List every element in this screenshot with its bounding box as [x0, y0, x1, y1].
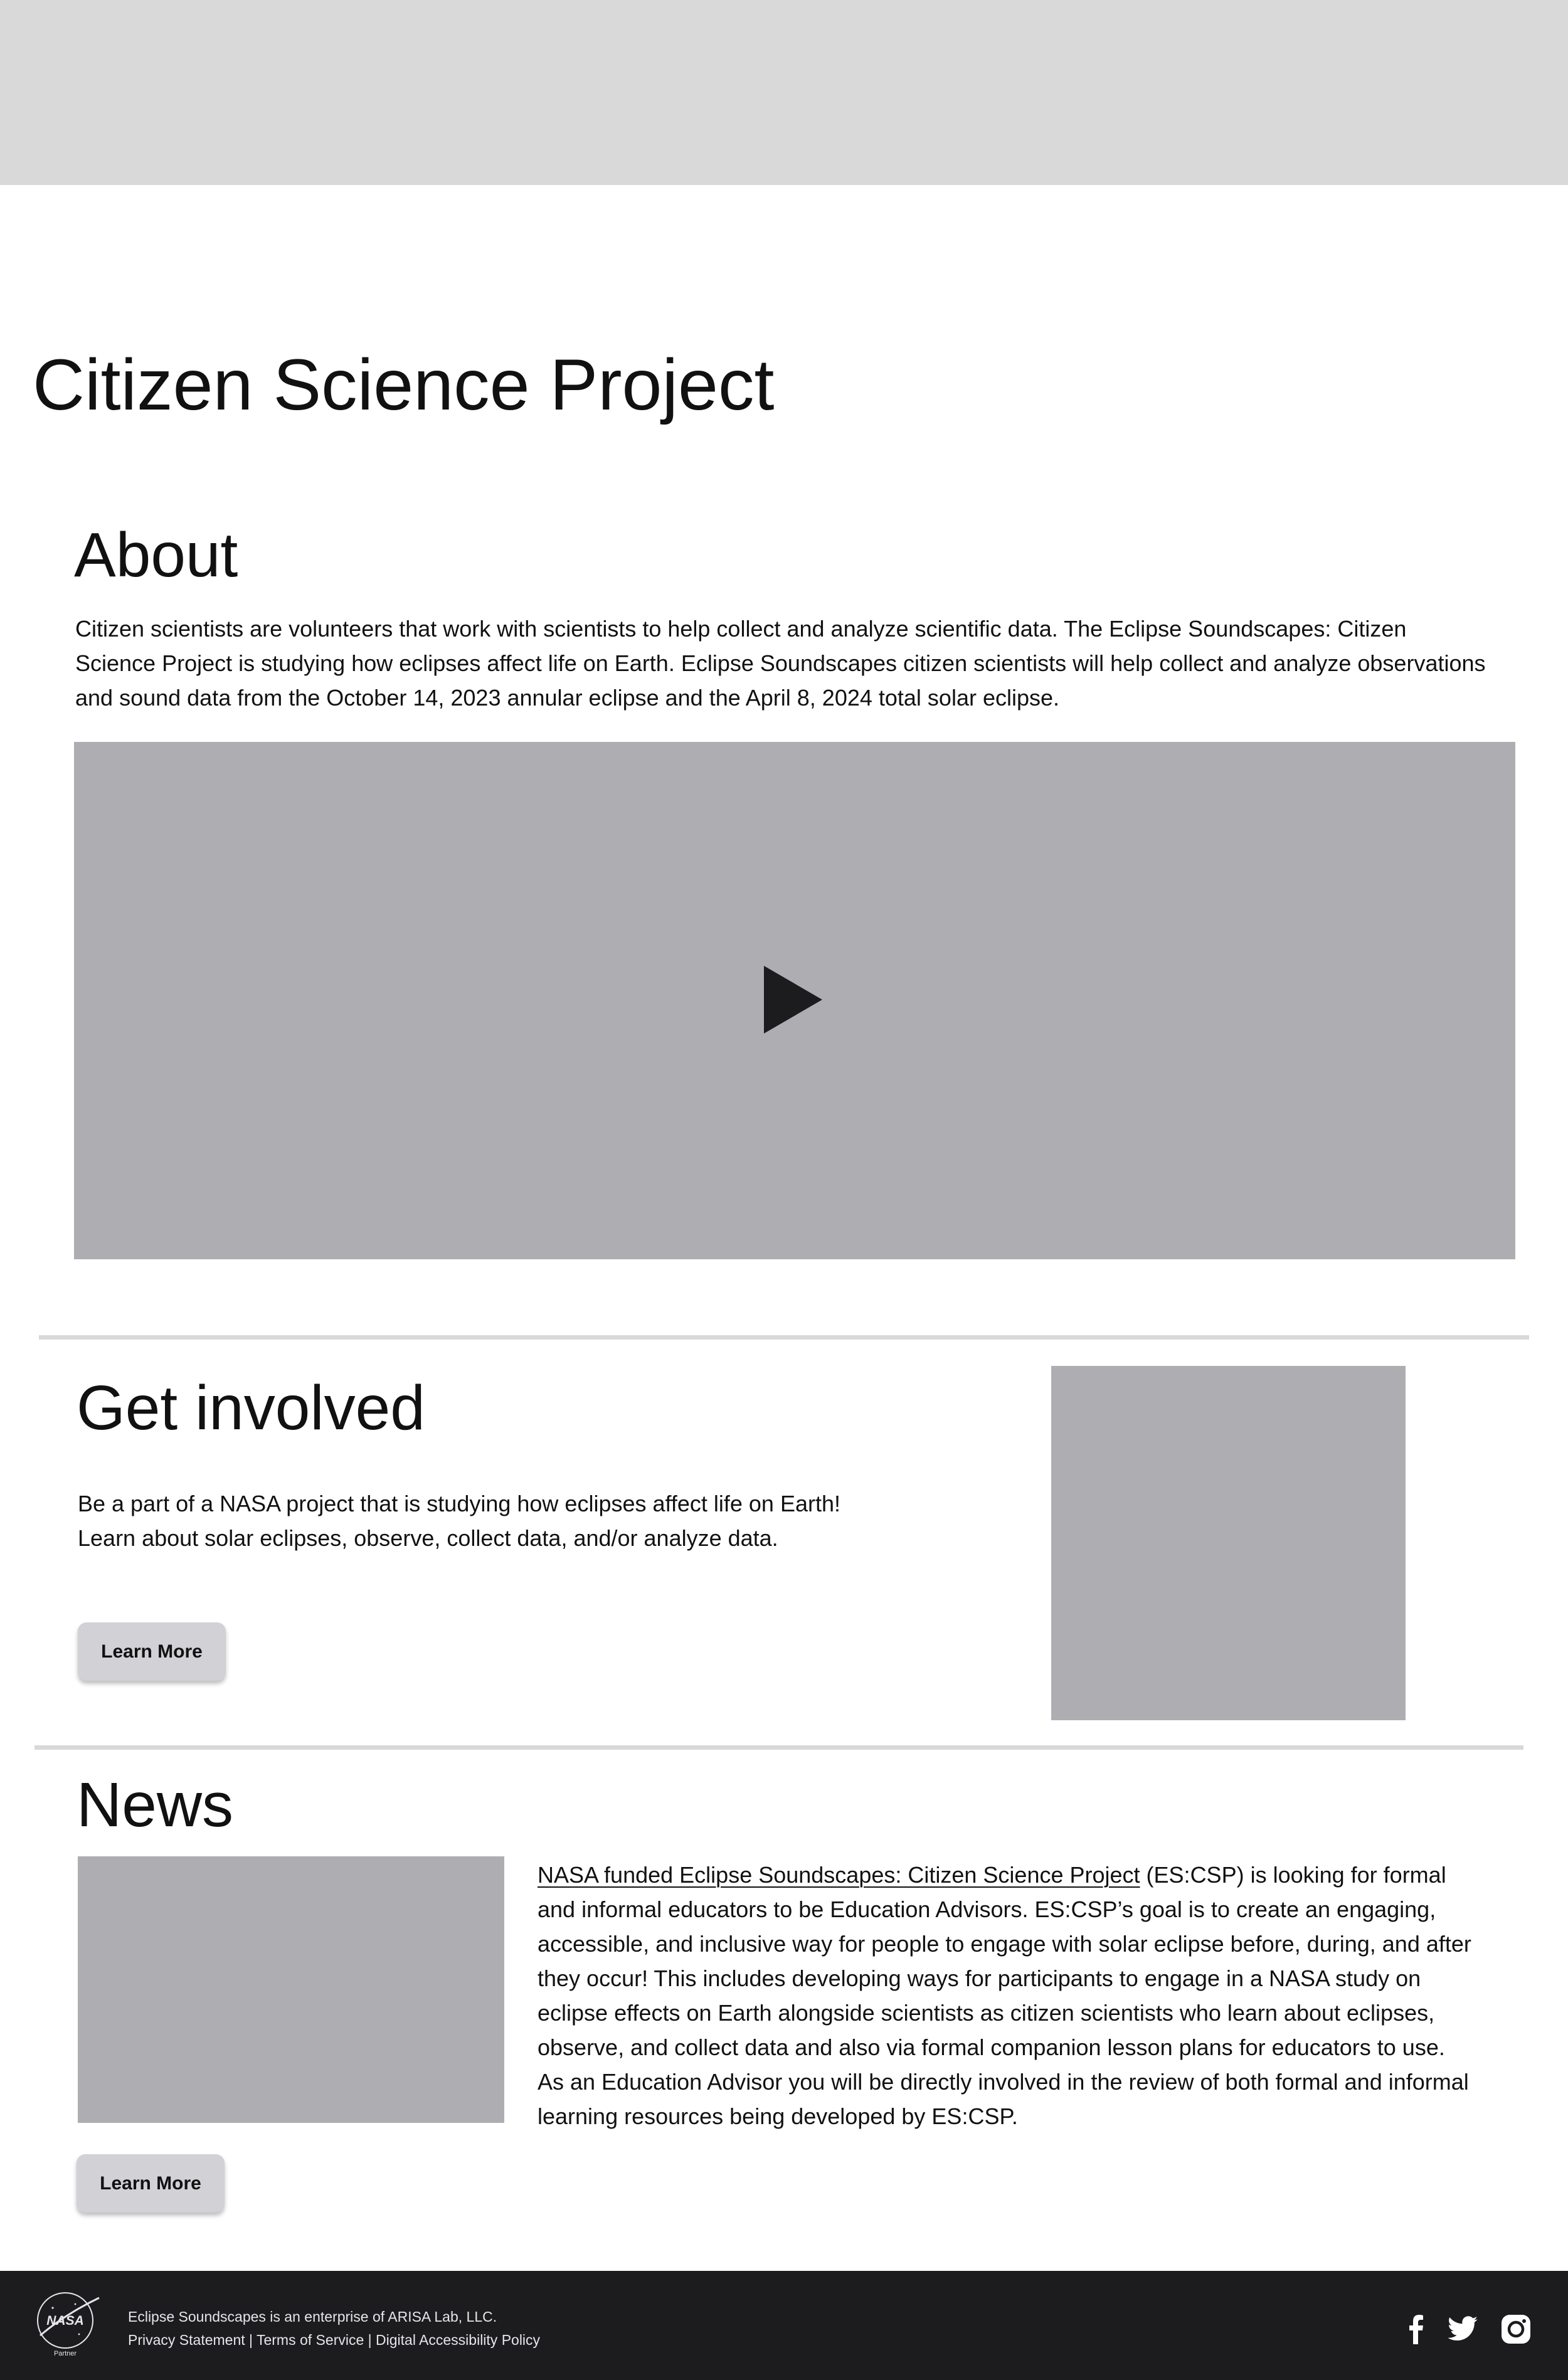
footer-text [128, 2305, 540, 2352]
news-image [78, 1856, 504, 2123]
terms-of-service-link[interactable]: Terms of Service [256, 2332, 364, 2348]
get-involved-text-line: Be a part of a NASA project that is studying how eclipses affect life on Earth! [78, 1491, 841, 1516]
news-article-link[interactable]: NASA funded Eclipse Soundscapes: Citizen Science Project [538, 1862, 1140, 1888]
top-banner [0, 0, 1568, 185]
get-involved-heading: Get involved [77, 1373, 425, 1443]
privacy-statement-link[interactable]: Privacy Statement [128, 2332, 245, 2348]
footer-links [128, 2329, 540, 2352]
accessibility-policy-link[interactable]: Digital Accessibility Policy [376, 2332, 541, 2348]
about-heading: About [74, 520, 238, 590]
svg-text:NASA: NASA [46, 2314, 84, 2328]
section-divider [39, 1335, 1529, 1340]
about-text: Citizen scientists are volunteers that work with scientists to help collect and analyze scientific data. The Eclipse Soundscapes: Citizen Science Project is studying how eclipses affect life on Earth. Eclipse Soundscapes citizen scientists will help collect and analyze observations and sound data from the October 14, 2023 annular eclipse and the April 8, 2024 total solar eclipse. [75, 616, 1486, 711]
footer-enterprise-text: Eclipse Soundscapes is an enterprise of ARISA Lab, LLC. [128, 2309, 497, 2325]
news-text [538, 1858, 1472, 2134]
svg-text:Partner: Partner [53, 2350, 77, 2357]
news-body: (ES:CSP) is looking for formal and informal educators to be Education Advisors. ES:CSP’s goal is to create an engaging, accessible, and inclusive way for people to engage with solar eclipse before, during, and after they occur! This includes developing ways for participants to engage in a NASA study on eclipse effects on Earth alongside scientists as citizen scientists who learn about eclipses, observe, and collect data and also via formal companion lesson plans for educators to use. As an Education Advisor you will be directly involved in the review of both formal and informal learning resources being developed by ES:CSP. [538, 1862, 1471, 2129]
facebook-icon[interactable] [1400, 2313, 1433, 2346]
get-involved-image [1051, 1366, 1406, 1720]
play-icon[interactable] [764, 966, 822, 1034]
page-title: Citizen Science Project [33, 345, 775, 425]
get-involved-text [78, 1486, 924, 1555]
twitter-icon[interactable] [1446, 2313, 1480, 2346]
news-learn-more-button[interactable]: Learn More [77, 2154, 225, 2213]
instagram-icon[interactable] [1500, 2313, 1532, 2346]
get-involved-text-line: Learn about solar eclipses, observe, collect data, and/or analyze data. [78, 1525, 778, 1551]
footer-separator: | [245, 2332, 257, 2348]
news-heading: News [77, 1770, 234, 1840]
nasa-partner-logo[interactable] [34, 2289, 103, 2358]
footer-separator: | [364, 2332, 376, 2348]
section-divider [34, 1745, 1523, 1750]
get-involved-learn-more-button[interactable]: Learn More [78, 1622, 226, 1681]
